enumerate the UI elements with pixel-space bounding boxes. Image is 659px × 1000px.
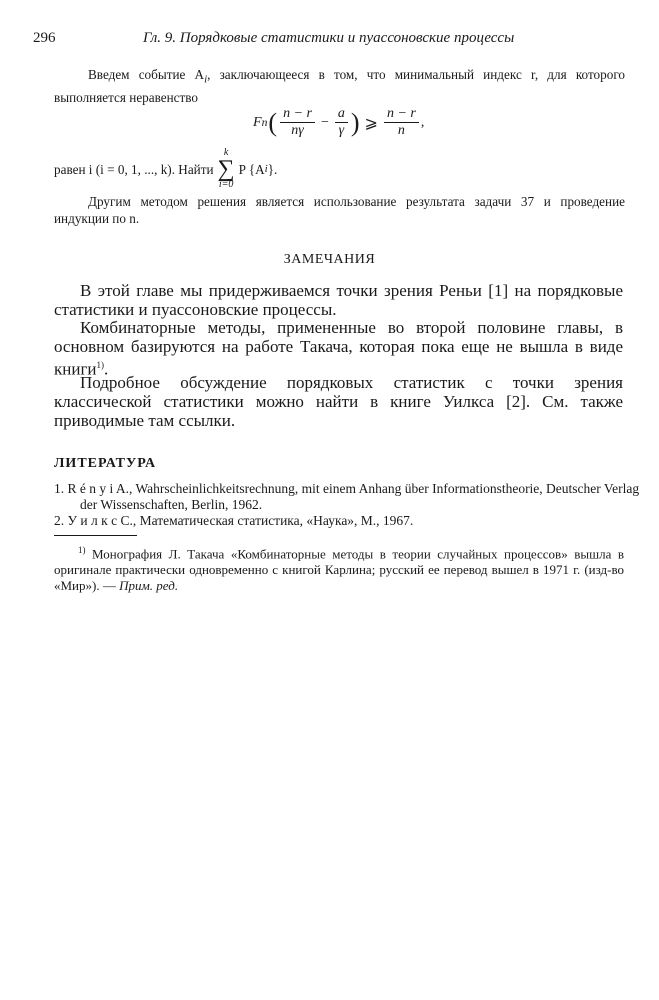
formula-comma: ,: [420, 114, 425, 130]
fraction-1-num: n − r: [280, 106, 315, 123]
right-paren: ): [350, 107, 360, 137]
equals-text: равен i (i = 0, 1, ..., k). Найти: [54, 161, 214, 177]
sum-upper-limit: k: [223, 147, 229, 158]
intro-paragraph: [54, 66, 625, 106]
sum-term-sub: i: [264, 162, 268, 175]
fraction-2-num: a: [335, 106, 348, 123]
inequality-formula: [253, 106, 424, 139]
sigma-icon: ∑: [217, 156, 235, 182]
reference-item: 1. R é n y i A., Wahrscheinlichkeitsrechnung, mit einem Anhang über Informationstheorie, Deutscher Verlag der Wissenschaften, Berlin, 1962.: [54, 481, 640, 512]
remarks-paragraph-2: [54, 318, 623, 379]
fraction-1-den: nγ: [291, 123, 304, 138]
fraction-3: [384, 106, 419, 139]
formula-F: F: [253, 114, 262, 130]
fraction-3-den: n: [397, 123, 405, 138]
footnote-text: Монография Л. Такача «Комбинаторные методы в теории случайных процессов» вышла в оригинале практически одновременно с книгой Карлина; русский ее перевод вышел в 1971 г. (изд-во «Мир»). —: [54, 546, 624, 594]
fraction-3-num: n − r: [384, 106, 419, 123]
footnote-rule: [54, 535, 137, 536]
intro-text-rest: , заключающееся в том, что минимальный индекс r, для: [207, 67, 567, 82]
page-number: 296: [33, 30, 56, 46]
sum-term: P {A: [238, 161, 265, 177]
formula-F-sub: n: [261, 116, 268, 129]
left-paren: (: [268, 107, 278, 137]
intro-sub: i: [204, 73, 208, 86]
fraction-2: [335, 106, 348, 139]
footnote-ref: 1): [96, 360, 105, 370]
reference-item: 2. У и л к с С., Математическая статистика, «Наука», М., 1967.: [54, 513, 414, 528]
sum-operator: [218, 148, 235, 190]
literature-heading: ЛИТЕРАТУРА: [54, 456, 157, 471]
sum-lower-limit: i=0: [218, 179, 234, 190]
remarks-p2-text: Комбинаторные методы, примененные во второй половине главы, в основном базируются на работе Такача, которая пока еще не вышла в виде книги: [54, 318, 623, 379]
minus-sign: −: [320, 114, 329, 130]
remarks-paragraph-3: Подробное обсуждение порядковых статистик с точки зрения классической статистики можно найти в книге Уилкса [2]. См. также приводимые там ссылки.: [54, 373, 623, 430]
remarks-heading: ЗАМЕЧАНИЯ: [283, 252, 376, 267]
footnote-note: Прим. ред.: [119, 578, 179, 594]
remarks-paragraph-1: В этой главе мы придерживаемся точки зрения Реньи [1] на порядковые статистики и пуассоновские процессы.: [54, 281, 623, 319]
fraction-1: [280, 106, 315, 139]
running-title: Гл. 9. Порядковые статистики и пуассоновские процессы: [143, 30, 515, 46]
sum-term-end: }.: [267, 161, 278, 177]
intro-text: Введем событие A: [88, 67, 205, 82]
footnote: [54, 542, 624, 594]
geq-sign: ⩾: [364, 114, 378, 132]
other-method-paragraph: Другим методом решения является использование результата задачи 37 и проведение индукции по n.: [54, 194, 625, 226]
intro-line2: которого выполняется неравенство: [54, 67, 626, 105]
fraction-2-den: γ: [338, 123, 345, 138]
equals-line: [54, 148, 277, 190]
remarks-p2-end: .: [104, 359, 109, 379]
footnote-mark: 1): [78, 545, 86, 555]
